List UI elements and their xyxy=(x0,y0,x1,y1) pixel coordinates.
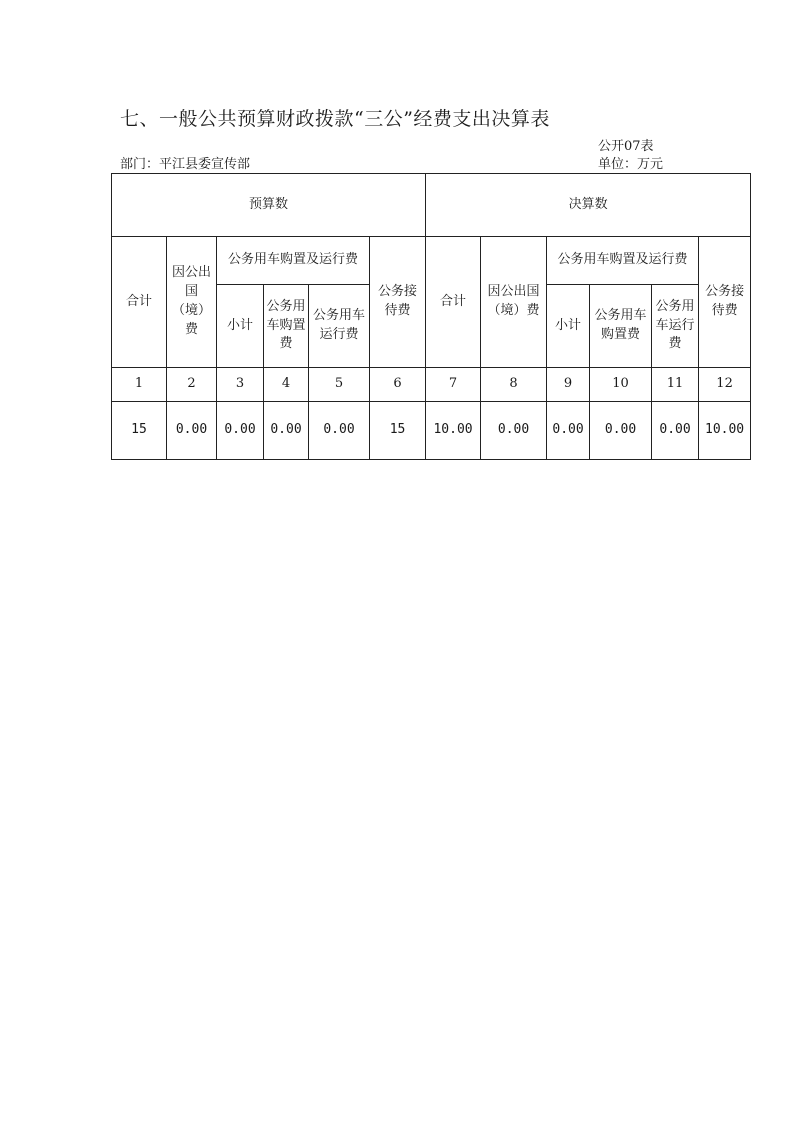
form-number: 公开07表 xyxy=(598,139,654,154)
final-vehicle-group-header: 公务用车购置及运行费 xyxy=(547,237,699,285)
data-row xyxy=(112,402,751,460)
budget-header-cell: 预算数 xyxy=(112,174,426,237)
value-cell: 10.00 xyxy=(426,402,481,460)
column-number: 3 xyxy=(217,368,264,402)
column-number: 10 xyxy=(590,368,652,402)
final-abroad-header: 因公出国（境）费 xyxy=(481,237,547,368)
column-number: 5 xyxy=(309,368,370,402)
budget-vehicle-purchase-header: 公务用车购置费 xyxy=(264,285,309,368)
value-cell: 15 xyxy=(112,402,167,460)
page-title: 七、一般公共预算财政拨款“三公”经费支出决算表 xyxy=(120,108,550,130)
final-vehicle-purchase-header: 公务用车购置费 xyxy=(590,285,652,368)
value-cell: 15 xyxy=(370,402,426,460)
final-total-header: 合计 xyxy=(426,237,481,368)
three-public-expenses-table xyxy=(111,173,751,460)
column-number: 9 xyxy=(547,368,590,402)
department-label: 部门：平江县委宣传部 xyxy=(120,157,251,172)
value-cell: 0.00 xyxy=(547,402,590,460)
column-number: 4 xyxy=(264,368,309,402)
column-number: 12 xyxy=(699,368,751,402)
value-cell: 0.00 xyxy=(481,402,547,460)
column-number-row xyxy=(112,368,751,402)
column-number: 1 xyxy=(112,368,167,402)
group-header-row xyxy=(112,174,751,237)
budget-total-header: 合计 xyxy=(112,237,167,368)
column-number: 8 xyxy=(481,368,547,402)
column-header-row xyxy=(112,237,751,285)
budget-reception-header: 公务接待费 xyxy=(370,237,426,368)
value-cell: 0.00 xyxy=(652,402,699,460)
unit-label: 单位：万元 xyxy=(598,157,664,172)
column-number: 6 xyxy=(370,368,426,402)
value-cell: 0.00 xyxy=(309,402,370,460)
value-cell: 10.00 xyxy=(699,402,751,460)
budget-vehicle-operation-header: 公务用车运行费 xyxy=(309,285,370,368)
column-number: 11 xyxy=(652,368,699,402)
final-reception-header: 公务接待费 xyxy=(699,237,751,368)
final-vehicle-subtotal-header: 小计 xyxy=(547,285,590,368)
column-number: 7 xyxy=(426,368,481,402)
value-cell: 0.00 xyxy=(264,402,309,460)
budget-vehicle-subtotal-header: 小计 xyxy=(217,285,264,368)
value-cell: 0.00 xyxy=(167,402,217,460)
budget-abroad-header: 因公出国（境）费 xyxy=(167,237,217,368)
budget-vehicle-group-header: 公务用车购置及运行费 xyxy=(217,237,370,285)
value-cell: 0.00 xyxy=(590,402,652,460)
final-vehicle-operation-header: 公务用车运行费 xyxy=(652,285,699,368)
value-cell: 0.00 xyxy=(217,402,264,460)
final-header-cell: 决算数 xyxy=(426,174,751,237)
column-number: 2 xyxy=(167,368,217,402)
